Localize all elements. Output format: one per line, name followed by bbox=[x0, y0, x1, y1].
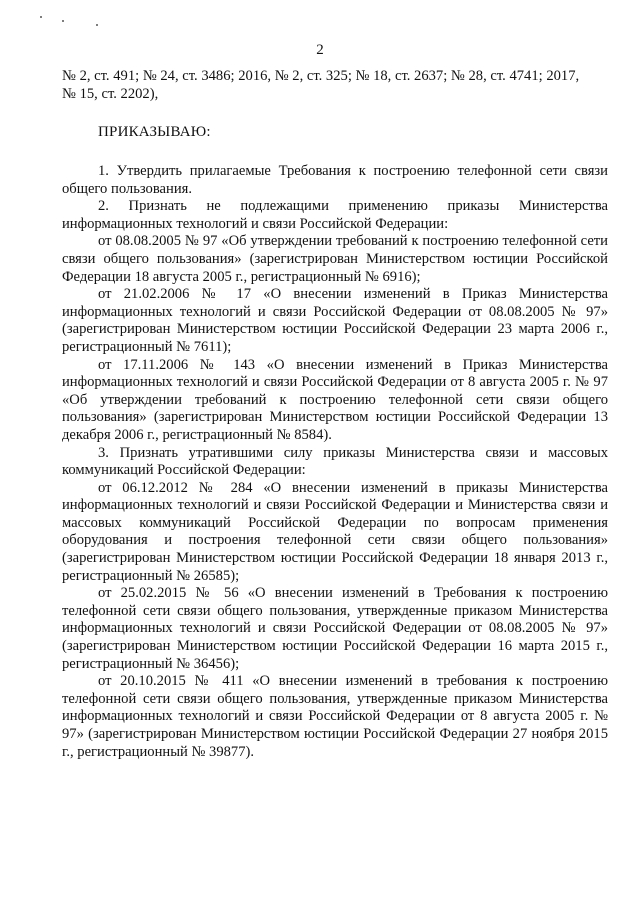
order-body bbox=[62, 163, 608, 761]
paragraph-item-3-a: от 06.12.2012 № 284 «О внесении изменений в приказы Министерства информационных технологий и связи Российской Федерации и Министерства связи и массовых коммуникаций Российской Федерации по вопросам применения оборудования и построения телефонной сети связи общего пользования» (зарегистрирован Министерством юстиции Российской Федерации 18 января 2013 г., регистрационный № 26585); bbox=[62, 479, 608, 584]
paragraph-item-3: 3. Признать утратившими силу приказы Министерства связи и массовых коммуникаций Российской Федерации: bbox=[62, 444, 608, 479]
intro-citation bbox=[62, 68, 608, 103]
paragraph-item-1: 1. Утвердить прилагаемые Требования к построению телефонной сети связи общего пользования. bbox=[62, 163, 608, 197]
paragraph-item-2-a: от 08.08.2005 № 97 «Об утверждении требований к построению телефонной сети связи общего пользования» (зарегистрирован Министерством юстиции Российской Федерации 18 августа 2005 г., регистрационный № 6916); bbox=[62, 233, 608, 285]
intro-line-2: № 15, ст. 2202), bbox=[62, 85, 159, 102]
page-number: 2 bbox=[316, 42, 324, 58]
paragraph-item-2: 2. Признать не подлежащими применению приказы Министерства информационных технологий и связи Российской Федерации: bbox=[62, 198, 608, 232]
order-heading: ПРИКАЗЫВАЮ: bbox=[98, 124, 211, 140]
intro-line-1: № 2, ст. 491; № 24, ст. 3486; 2016, № 2, ст. 325; № 18, ст. 2637; № 28, ст. 4741; 2017, bbox=[62, 68, 580, 84]
scan-artifact-dots bbox=[40, 12, 120, 32]
paragraph-item-3-c: от 20.10.2015 № 411 «О внесении изменений в требования к построению телефонной сети связи общего пользования, утвержденные приказом Министерства информационных технологий и связи Российской Федерации от 8 августа 2005 г. № 97» (зарегистрирован Министерством юстиции Российской Федерации 27 ноября 2015 г., регистрационный № 39877). bbox=[62, 673, 608, 760]
paragraph-item-2-c: от 17.11.2006 № 143 «О внесении изменений в Приказ Министерства информационных технологий и связи Российской Федерации от 8 августа 2005 г. № 97 «Об утверждении требований к построению телефонной сети связи общего пользования» (зарегистрирован Министерством юстиции Российской Федерации 13 декабря 2006 г., регистрационный № 8584). bbox=[62, 356, 608, 443]
paragraph-item-2-b: от 21.02.2006 № 17 «О внесении изменений в Приказ Министерства информационных технологий и связи Российской Федерации от 08.08.2005 № 97» (зарегистрирован Министерством юстиции Российской Федерации 23 марта 2006 г., регистрационный № 7611); bbox=[62, 286, 608, 355]
paragraph-item-3-b: от 25.02.2015 № 56 «О внесении изменений в Требования к построению телефонной сети связи общего пользования, утвержденные приказом Министерства информационных технологий и связи Российской Федерации от 08.08.2005 № 97» (зарегистрирован Министерством юстиции Российской Федерации 16 марта 2015 г., регистрационный № 36456); bbox=[62, 585, 608, 672]
